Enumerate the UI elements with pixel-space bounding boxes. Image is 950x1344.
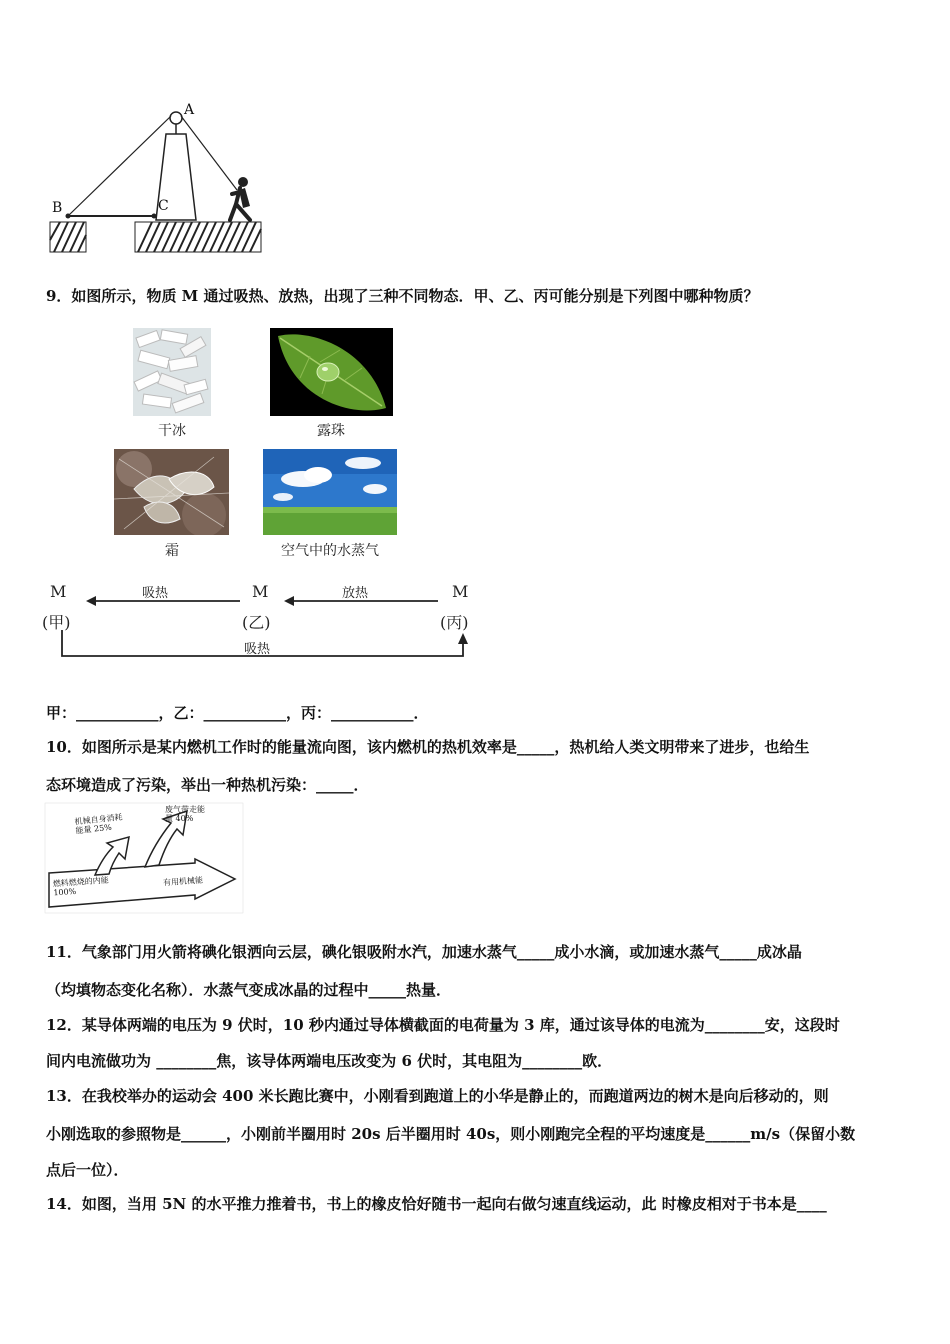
- q9-answer-line: 甲：___________，乙：___________，丙：___________．: [46, 704, 429, 722]
- state-flow-diagram: [40, 578, 490, 663]
- caption-frost: 霜: [165, 543, 179, 559]
- m-mid: M: [252, 582, 269, 601]
- q10-line1: 10．如图所示是某内燃机工作时的能量流向图，该内燃机的热机效率是_____，热机给人类文明带来了进步，也给生: [46, 738, 810, 756]
- label-absorb-left: 吸热: [142, 586, 169, 601]
- rope-to-b: [68, 116, 171, 216]
- m-left: M: [50, 582, 67, 601]
- label-release: 放热: [342, 586, 369, 601]
- q10-line2: 态环境造成了污染，举出一种热机污染：_____．: [46, 776, 369, 794]
- photo-frost: [114, 449, 229, 535]
- caption-dry-ice: 干冰: [158, 423, 186, 439]
- ground-right: [135, 222, 261, 252]
- energy-flow-diagram: [45, 803, 245, 915]
- caption-water-vapor: 空气中的水蒸气: [281, 543, 379, 559]
- pulley-wheel: [170, 112, 182, 124]
- label-mech-loss: 机械自身消耗能量 25%: [74, 812, 123, 836]
- arrow-left-head: [86, 596, 96, 606]
- state-right: (丙): [440, 613, 469, 632]
- photo-dry-ice: [133, 328, 211, 416]
- arrow-right-head: [284, 596, 294, 606]
- person-figure: [230, 177, 250, 220]
- ground-left: [50, 222, 86, 252]
- q12-line1: 12．某导体两端的电压为 9 伏时，10 秒内通过导体横截面的电荷量为 3 库，通过该导体的电流为________安，这段时: [46, 1016, 840, 1034]
- m-right: M: [452, 582, 469, 601]
- state-left: (甲): [42, 613, 71, 632]
- label-useful-energy: 有用机械能: [162, 875, 204, 888]
- q11-line1: 11．气象部门用火箭将碘化银洒向云层，碘化银吸附水汽，加速水蒸气_____成小水滴，或加速水蒸气_____成冰晶: [46, 943, 802, 961]
- state-mid: (乙): [242, 613, 271, 632]
- pulley-diagram: [40, 100, 280, 260]
- q13-line2: 小刚选取的参照物是______，小刚前半圈用时 20s 后半圈用时 40s，则小刚跑完全程的平均速度是______m/s（保留小数: [46, 1125, 856, 1143]
- q14-line1: 14．如图，当用 5N 的水平推力推着书，书上的橡皮恰好随书一起向右做匀速直线运动，此 时橡皮相对于书本是____: [46, 1195, 827, 1213]
- q11-line2: （均填物态变化名称）．水蒸气变成冰晶的过程中_____热量．: [46, 981, 452, 999]
- q13-line3: 点后一位）．: [46, 1161, 129, 1179]
- label-a: A: [184, 102, 195, 118]
- q12-line2: 间内电流做功为 ________焦，该导体两端电压改变为 6 伏时，其电阻为________欧．: [46, 1052, 613, 1070]
- label-fuel-energy: 燃料燃烧的内能 100%: [52, 875, 109, 898]
- photo-sky: [263, 449, 397, 535]
- pulley-diagram-svg: [40, 100, 280, 260]
- label-b: B: [52, 200, 63, 216]
- q9-text: 9．如图所示，物质 M 通过吸热、放热，出现了三种不同物态．甲、乙、丙可能分别是下列图中哪种物质？: [46, 287, 759, 305]
- label-exhaust-loss: 废气带走能量 40%: [165, 805, 205, 823]
- photo-dew-leaf: [270, 328, 393, 416]
- caption-dewdrop: 露珠: [317, 423, 345, 439]
- label-c: C: [158, 198, 169, 214]
- arrow-bottom-head: [458, 633, 468, 644]
- label-absorb-bottom: 吸热: [244, 642, 271, 657]
- q13-line1: 13．在我校举办的运动会 400 米长跑比赛中，小刚看到跑道上的小华是静止的，而跑道两边的树木是向后移动的，则: [46, 1087, 829, 1105]
